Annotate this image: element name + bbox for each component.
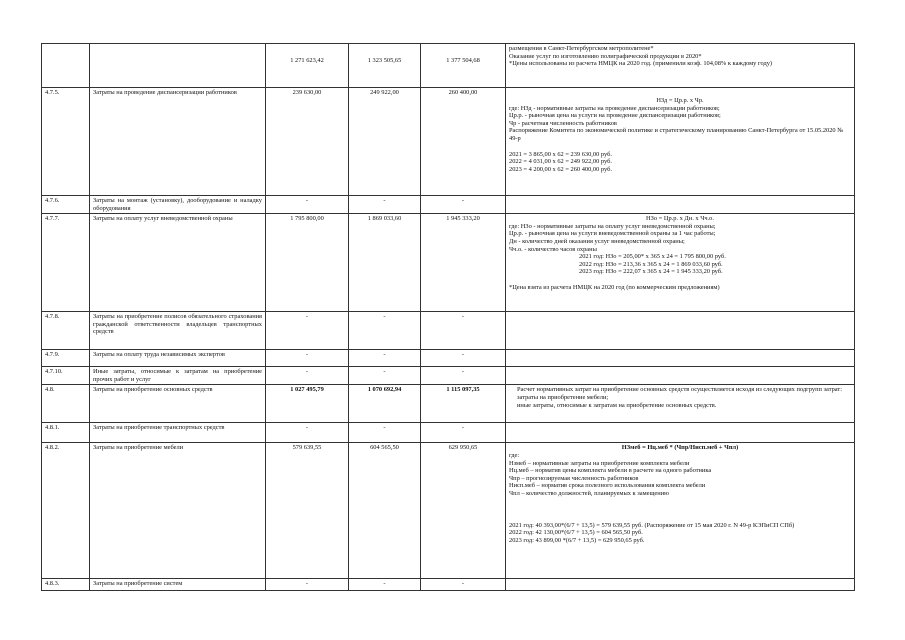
formula: НЗо = Цр.р. х Дн. х Чч.о. (646, 215, 714, 223)
table-row (42, 196, 855, 214)
formula: НЗд = Цр.р. х Чр. (656, 97, 704, 104)
value-2022: 1 869 033,60 (349, 214, 421, 312)
value-2021: 579 639,55 (266, 443, 349, 579)
row-description (506, 214, 855, 312)
table-row (42, 443, 855, 579)
value-2022: - (349, 423, 421, 443)
description-line: Чр - расчетная численность работников (509, 119, 617, 127)
value-2023: - (421, 367, 506, 385)
value-2023: - (421, 196, 506, 214)
formula: НЗмеб = Нц.меб * (Чпр/Нисп.меб + Чпл) (621, 444, 739, 452)
value-2023: 1 115 097,35 (421, 385, 506, 423)
value-2021: - (266, 312, 349, 350)
row-number: 4.7.10. (42, 367, 90, 385)
table-row (42, 579, 855, 591)
calculation-line: 2021 год: НЗо = 205,00* х 365 х 24 = 1 795 800,00 руб. (579, 253, 726, 261)
value-2021: - (266, 367, 349, 385)
value-2021: 1 271 623,42 (266, 44, 349, 88)
value-2021: - (266, 579, 349, 591)
row-description (506, 88, 855, 196)
row-description (506, 312, 855, 350)
description-line: Чпл – количество должностей, планируемых к замещению (509, 489, 669, 497)
calculation-line: 2023 = 4 200,00 х 62 = 260 400,00 руб. (509, 165, 612, 173)
cost-table (41, 43, 855, 591)
description-line: Цр.р. - рыночная цена на услуги на проведение диспансеризации работников; (509, 112, 721, 120)
value-2021: 1 027 495,79 (266, 385, 349, 423)
row-name: Затраты на монтаж (установку), дооборудование и наладку оборудования (90, 196, 266, 214)
value-2023: - (421, 423, 506, 443)
row-name: Затраты на приобретение транспортных средств (90, 423, 266, 443)
description-line: Нц.меб – норматив цены комплекта мебели в расчете на одного работника (509, 467, 712, 475)
value-2022: - (349, 579, 421, 591)
row-name: Иные затраты, относимые к затратам на приобретение прочих работ и услуг (90, 367, 266, 385)
value-2022: 249 922,00 (349, 88, 421, 196)
description-line: иные затраты, относимые к затратам на приобретение основных средств. (517, 401, 717, 409)
value-2022: 1 323 505,65 (349, 44, 421, 88)
table-row (42, 385, 855, 423)
footnote: *Цена взята из расчета НМЦК на 2020 год (по коммерческим предложениям) (509, 283, 720, 291)
row-name: Затраты на приобретение полисов обязательного страхования гражданской ответственности владельцев транспортных средств (90, 312, 266, 350)
row-name: Затраты на приобретение мебели (90, 443, 266, 579)
calculation-line: 2022 год: 42 130,00*(6/7 + 13,5) = 604 565,50 руб. (509, 529, 643, 537)
row-description (506, 196, 855, 214)
value-2022: - (349, 312, 421, 350)
description-line: Расчет нормативных затрат на приобретение основных средств осуществляется исходя из следующих подгрупп затрат: (517, 386, 843, 394)
value-2021: - (266, 423, 349, 443)
value-2022: - (349, 350, 421, 367)
value-2021: - (266, 196, 349, 214)
row-description (506, 385, 855, 423)
description-line: затраты на приобретение мебели; (517, 393, 609, 401)
calculation-line: 2023 год: 43 899,00 *(6/7 + 13,5) = 629 950,65 руб. (509, 536, 645, 544)
value-2022: 1 070 692,94 (349, 385, 421, 423)
table-row (42, 350, 855, 367)
description-line: где: (509, 451, 520, 459)
row-description (506, 443, 855, 579)
value-2021: 239 630,00 (266, 88, 349, 196)
description-line: где: НЗд - нормативные затраты на проведение диспансеризации работников; (509, 104, 720, 112)
row-name: Затраты на оплату услуг вневедомственной охраны (90, 214, 266, 312)
description-line: *Цены использованы из расчета НМЦК на 2020 год. (применили коэф. 104,08% к каждому году) (509, 60, 773, 68)
row-description (506, 44, 855, 88)
value-2021: 1 795 800,00 (266, 214, 349, 312)
calculation-line: 2021 год: 40 393,00*(6/7 + 13,5) = 579 639,55 руб. (Распоряжение от 15 мая 2020 г. N 49-р КЭПиСП СПб) (509, 521, 795, 529)
description-line: Нзмеб – нормативные затраты на приобретение комплекта мебели (509, 459, 690, 467)
row-number: 4.8.2. (42, 443, 90, 579)
description-line: Чпр – прогнозируемая численность работников (509, 474, 639, 482)
row-number: 4.7.5. (42, 88, 90, 196)
spacer (509, 276, 851, 284)
description-line: Дн - количество дней оказания услуг вневедомственной охраны; (509, 237, 685, 245)
value-2023: 1 377 504,68 (421, 44, 506, 88)
row-name: Затраты на проведение диспансеризации работников (90, 88, 266, 196)
description-line: где: НЗо - нормативные затраты на оплату услуг вневедомственной охраны; (509, 222, 716, 230)
row-description (506, 579, 855, 591)
row-number (42, 44, 90, 88)
row-number: 4.8.1. (42, 423, 90, 443)
spacer (509, 143, 851, 151)
description-line: Цр.р. - рыночная цена на услуги вневедомственной охраны за 1 час работы; (509, 230, 716, 238)
value-2022: 604 565,50 (349, 443, 421, 579)
calculation-line: 2022 год: НЗо = 213,36 х 365 х 24 = 1 869 033,60 руб. (579, 260, 723, 268)
row-name (90, 44, 266, 88)
table-row (42, 44, 855, 88)
value-2022: - (349, 196, 421, 214)
row-description (506, 367, 855, 385)
value-2022: - (349, 367, 421, 385)
value-2023: - (421, 579, 506, 591)
value-2023: - (421, 350, 506, 367)
value-2023: - (421, 312, 506, 350)
table-row (42, 312, 855, 350)
description-line: Оказание услуг по изготовлению полиграфической продукции в 2020* (509, 52, 702, 60)
calculation-line: 2021 = 3 865,00 х 62 = 239 630,00 руб. (509, 150, 612, 158)
value-2023: 629 950,65 (421, 443, 506, 579)
calculation-line: 2023 год: НЗо = 222,07 х 365 х 24 = 1 945 333,20 руб. (579, 268, 723, 276)
description-line: Чч.о. - количество часов охраны (509, 245, 597, 253)
row-description (506, 423, 855, 443)
value-2021: - (266, 350, 349, 367)
row-description (506, 350, 855, 367)
spacer (509, 89, 851, 97)
table-row (42, 423, 855, 443)
row-number: 4.7.8. (42, 312, 90, 350)
description-line: Нисп.меб – норматив срока полезного использования комплекта мебели (509, 482, 706, 490)
spacer (509, 498, 851, 522)
value-2023: 1 945 333,20 (421, 214, 506, 312)
row-number: 4.7.6. (42, 196, 90, 214)
table-row (42, 88, 855, 196)
row-name: Затраты на приобретение основных средств (90, 385, 266, 423)
row-number: 4.7.7. (42, 214, 90, 312)
table-row (42, 214, 855, 312)
row-name: Затраты на приобретение систем (90, 579, 266, 591)
row-name: Затраты на оплату труда независимых экспертов (90, 350, 266, 367)
row-number: 4.8.3. (42, 579, 90, 591)
row-number: 4.7.9. (42, 350, 90, 367)
value-2023: 260 400,00 (421, 88, 506, 196)
description-line: размещения в Санкт-Петербургском метрополитене* (509, 45, 654, 52)
row-number: 4.8. (42, 385, 90, 423)
calculation-line: 2022 = 4 031,00 х 62 = 249 922,00 руб. (509, 158, 612, 166)
table-row (42, 367, 855, 385)
description-line: Распоряжение Комитета по экономической политике и стратегическому планированию Санкт-Петербурга от 15.05.2020 № 49-р (509, 127, 844, 142)
